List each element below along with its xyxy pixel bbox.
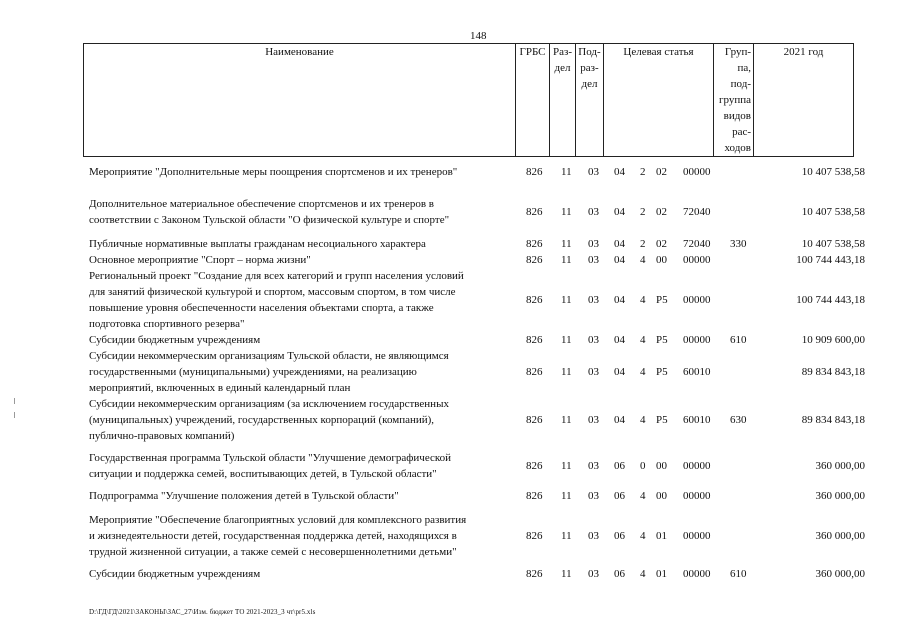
row-cs-program: 04 — [614, 254, 625, 266]
row-name: Субсидии некоммерческим организациям Тульской области, не являющимся государственными (муниципальными) учреждениями, на реализацию мероприятий, включенных в единый календарный план — [89, 350, 449, 394]
row-podrazdel: 03 — [588, 490, 599, 502]
row-name: Субсидии бюджетным учреждениям — [89, 334, 261, 346]
row-name: Субсидии некоммерческим организациям (за исключением государственных (муниципальных) учреждений, государственных корпораций (компаний), публично-правовых компаний) — [89, 398, 449, 442]
row-cs-subprogram: 4 — [640, 568, 646, 580]
row-grbs: 826 — [526, 490, 543, 502]
row-cs-direction: 00000 — [683, 294, 711, 306]
row-razdel: 11 — [561, 366, 572, 378]
row-cs-program: 06 — [614, 490, 625, 502]
row-amount: 89 834 843,18 — [801, 366, 865, 378]
row-grbs: 826 — [526, 206, 543, 218]
row-cs-event: 00 — [656, 460, 667, 472]
row-cs-program: 04 — [614, 206, 625, 218]
row-cs-subprogram: 2 — [640, 238, 646, 250]
row-amount: 360 000,00 — [815, 530, 865, 542]
row-cs-program: 06 — [614, 568, 625, 580]
row-cs-event: P5 — [656, 294, 668, 306]
row-cs-program: 04 — [614, 366, 625, 378]
row-cs-program: 06 — [614, 460, 625, 472]
row-cs-event: 00 — [656, 254, 667, 266]
row-cs-direction: 00000 — [683, 490, 711, 502]
row-podrazdel: 03 — [588, 460, 599, 472]
row-podrazdel: 03 — [588, 238, 599, 250]
row-amount: 10 909 600,00 — [801, 334, 865, 346]
header-grbs: ГРБС — [516, 44, 550, 157]
row-amount: 360 000,00 — [815, 568, 865, 580]
header-vid-rashodov: Груп- па, под- группа видов рас- ходов — [714, 44, 754, 157]
row-cs-direction: 72040 — [683, 238, 711, 250]
row-razdel: 11 — [561, 414, 572, 426]
header-razdel: Раз- дел — [550, 44, 576, 157]
row-grbs: 826 — [526, 238, 543, 250]
row-grbs: 826 — [526, 366, 543, 378]
row-name: Основное мероприятие "Спорт – норма жизни" — [89, 254, 311, 266]
page-number: 148 — [470, 30, 487, 42]
margin-mark — [14, 412, 15, 418]
row-name: Дополнительное материальное обеспечение спортсменов и их тренеров в соответствии с Законом Тульской области "О физической культуре и спорте" — [89, 198, 450, 226]
row-amount: 100 744 443,18 — [796, 294, 865, 306]
row-razdel: 11 — [561, 530, 572, 542]
header-podrazdel: Под- раз- дел — [576, 44, 604, 157]
row-cs-subprogram: 4 — [640, 254, 646, 266]
row-podrazdel: 03 — [588, 206, 599, 218]
row-grbs: 826 — [526, 254, 543, 266]
row-name: Подпрограмма "Улучшение положения детей в Тульской области" — [89, 490, 399, 502]
row-podrazdel: 03 — [588, 334, 599, 346]
row-amount: 10 407 538,58 — [801, 206, 865, 218]
row-amount: 360 000,00 — [815, 490, 865, 502]
header-year: 2021 год — [754, 44, 854, 157]
row-cs-event: 00 — [656, 490, 667, 502]
row-podrazdel: 03 — [588, 568, 599, 580]
row-cs-event: P5 — [656, 414, 668, 426]
row-amount: 10 407 538,58 — [801, 166, 865, 178]
row-cs-program: 06 — [614, 530, 625, 542]
row-cs-program: 04 — [614, 238, 625, 250]
row-grbs: 826 — [526, 530, 543, 542]
row-razdel: 11 — [561, 490, 572, 502]
row-razdel: 11 — [561, 334, 572, 346]
row-podrazdel: 03 — [588, 294, 599, 306]
row-podrazdel: 03 — [588, 166, 599, 178]
row-cs-direction: 60010 — [683, 366, 711, 378]
row-cs-direction: 72040 — [683, 206, 711, 218]
row-razdel: 11 — [561, 238, 572, 250]
row-grbs: 826 — [526, 568, 543, 580]
row-cs-direction: 00000 — [683, 530, 711, 542]
row-vid-rashodov: 330 — [730, 238, 747, 250]
row-amount: 89 834 843,18 — [801, 414, 865, 426]
row-cs-subprogram: 2 — [640, 206, 646, 218]
header-celevaya-statya: Целевая статья — [604, 44, 714, 157]
row-razdel: 11 — [561, 166, 572, 178]
row-cs-program: 04 — [614, 414, 625, 426]
row-cs-program: 04 — [614, 334, 625, 346]
row-cs-subprogram: 0 — [640, 460, 646, 472]
row-name: Мероприятие "Обеспечение благоприятных условий для комплексного развития и жизнедеятельности детей, государственная поддержка детей, находящихся в трудной жизненной ситуации, а также семей с несовершеннолетними детьми" — [89, 514, 467, 558]
row-cs-event: 02 — [656, 166, 667, 178]
row-name: Государственная программа Тульской области "Улучшение демографической ситуации и поддержка семей, воспитывающих детей, в Тульской области" — [89, 452, 452, 480]
row-podrazdel: 03 — [588, 254, 599, 266]
row-podrazdel: 03 — [588, 414, 599, 426]
row-cs-subprogram: 4 — [640, 414, 646, 426]
row-cs-event: 02 — [656, 238, 667, 250]
header-name: Наименование — [84, 44, 516, 157]
row-grbs: 826 — [526, 460, 543, 472]
row-cs-program: 04 — [614, 294, 625, 306]
row-amount: 10 407 538,58 — [801, 238, 865, 250]
row-cs-program: 04 — [614, 166, 625, 178]
file-path-footer: D:\ГД\ГД\2021\ЗАКОНЫ\ЗАС_27\Изм. бюджет ТО 2021-2023_3 чт\pr5.xls — [89, 608, 316, 616]
row-cs-event: 01 — [656, 530, 667, 542]
row-razdel: 11 — [561, 206, 572, 218]
row-cs-direction: 00000 — [683, 568, 711, 580]
row-vid-rashodov: 630 — [730, 414, 747, 426]
row-grbs: 826 — [526, 334, 543, 346]
row-razdel: 11 — [561, 254, 572, 266]
row-name: Субсидии бюджетным учреждениям — [89, 568, 261, 580]
row-grbs: 826 — [526, 414, 543, 426]
row-vid-rashodov: 610 — [730, 568, 747, 580]
row-cs-direction: 00000 — [683, 334, 711, 346]
row-razdel: 11 — [561, 294, 572, 306]
row-cs-direction: 00000 — [683, 166, 711, 178]
row-cs-event: 02 — [656, 206, 667, 218]
row-name: Мероприятие "Дополнительные меры поощрения спортсменов и их тренеров" — [89, 166, 458, 178]
row-name: Региональный проект "Создание для всех категорий и групп населения условий для занятий физической культурой и спортом, массовым спортом, в том числе повышение уровня обеспеченности населения объектами спорта, а также подготовка спортивного резерва" — [89, 270, 464, 330]
row-amount: 360 000,00 — [815, 460, 865, 472]
row-cs-direction: 60010 — [683, 414, 711, 426]
row-cs-direction: 00000 — [683, 460, 711, 472]
row-razdel: 11 — [561, 460, 572, 472]
row-name: Публичные нормативные выплаты гражданам несоциального характера — [89, 238, 426, 250]
row-amount: 100 744 443,18 — [796, 254, 865, 266]
row-grbs: 826 — [526, 294, 543, 306]
row-podrazdel: 03 — [588, 366, 599, 378]
row-vid-rashodov: 610 — [730, 334, 747, 346]
row-cs-event: 01 — [656, 568, 667, 580]
margin-mark — [14, 398, 15, 404]
row-cs-subprogram: 4 — [640, 530, 646, 542]
row-podrazdel: 03 — [588, 530, 599, 542]
row-cs-subprogram: 2 — [640, 166, 646, 178]
row-cs-subprogram: 4 — [640, 490, 646, 502]
row-cs-direction: 00000 — [683, 254, 711, 266]
row-razdel: 11 — [561, 568, 572, 580]
row-grbs: 826 — [526, 166, 543, 178]
row-cs-subprogram: 4 — [640, 366, 646, 378]
row-cs-subprogram: 4 — [640, 294, 646, 306]
row-cs-event: P5 — [656, 334, 668, 346]
row-cs-subprogram: 4 — [640, 334, 646, 346]
row-cs-event: P5 — [656, 366, 668, 378]
